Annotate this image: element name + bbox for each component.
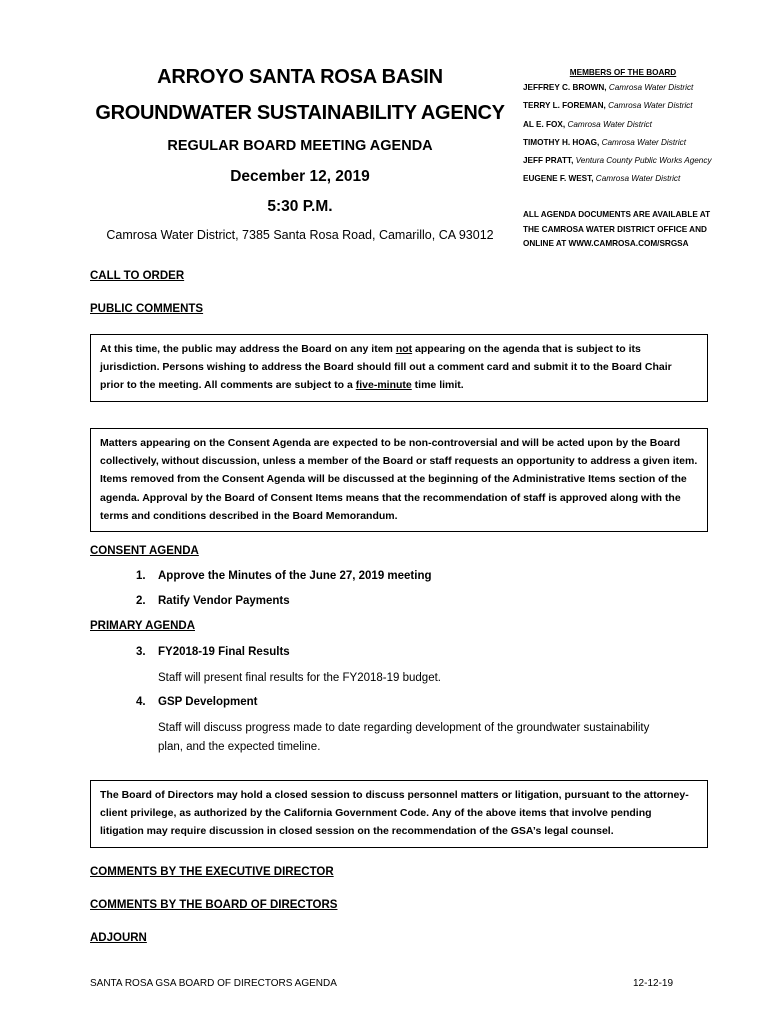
docs-line-1: ALL AGENDA DOCUMENTS ARE AVAILABLE AT [523, 210, 711, 219]
member-org: Ventura County Public Works Agency [575, 156, 712, 166]
member-name: EUGENE F. WEST, [523, 174, 594, 184]
meeting-location: Camrosa Water District, 7385 Santa Rosa Road, Camarillo, CA 93012 [106, 228, 494, 242]
public-text-1: At this time, the public may address the Board on any item [100, 343, 396, 355]
public-text-2: appearing on the agenda that is subject to its jurisdiction. Persons wishing to address the Board should fill out a comment card and submit it to the Board Chair prior to the meeting. All comments are subject to a [100, 343, 672, 392]
meeting-time: 5:30 P.M. [267, 198, 333, 215]
exec-director-comments-heading: COMMENTS BY THE EXECUTIVE DIRECTOR [90, 866, 334, 878]
public-comments-heading: PUBLIC COMMENTS [90, 303, 204, 315]
agenda-subtitle: REGULAR BOARD MEETING AGENDA [167, 138, 433, 154]
board-member [523, 83, 763, 101]
consent-agenda-notice-box: Matters appearing on the Consent Agenda are expected to be non-controversial and will be acted upon by the Board collectively, without discussion, unless a member of the Board or staff requests an opportunity to address a given item. Items removed from the Consent Agenda will be discussed at the beginning of the Administrative Items section of the agenda. Approval by the Board of Consent Items means that the recommendation of staff is approved along with the terms and conditions described in the Board Memorandum. [90, 428, 708, 532]
member-name: JEFF PRATT, [523, 156, 574, 166]
item-number: 1. [136, 570, 146, 582]
member-org: Camrosa Water District [608, 83, 694, 92]
agency-title-line-2: GROUNDWATER SUSTAINABILITY AGENCY [95, 102, 505, 124]
consent-agenda-heading: CONSENT AGENDA [90, 545, 199, 557]
item-number: 2. [136, 595, 146, 607]
board-member [523, 138, 763, 156]
primary-agenda-heading: PRIMARY AGENDA [90, 620, 195, 632]
agenda-item-3 [136, 646, 290, 658]
agenda-item-2 [136, 595, 290, 607]
item-number: 4. [136, 696, 146, 708]
call-to-order-heading: CALL TO ORDER [90, 270, 185, 282]
board-member [523, 120, 763, 138]
docs-line-2: THE CAMROSA WATER DISTRICT OFFICE AND [523, 224, 707, 234]
board-comments-heading: COMMENTS BY THE BOARD OF DIRECTORS [90, 899, 338, 911]
agenda-item-4-description: Staff will discuss progress made to date regarding development of the groundwater sustainability plan, and the expected timeline. [158, 722, 650, 753]
member-org: Camrosa Water District [608, 101, 693, 111]
agency-title-line-1: ARROYO SANTA ROSA BASIN [157, 66, 443, 88]
member-org: Camrosa Water District [595, 174, 681, 184]
public-text-limit: five-minute [355, 379, 412, 392]
item-number: 3. [136, 646, 146, 658]
closed-session-notice-box: The Board of Directors may hold a closed session to discuss personnel matters or litigation, pursuant to the attorney-client privilege, as authorized by the California Government Code. Any of the above items that involve pending litigation may require discussion in closed session on the recommendation of the GSA’s legal counsel. [90, 780, 708, 848]
item-title: Approve the Minutes of the June 27, 2019 meeting [158, 570, 432, 582]
board-member [523, 101, 763, 119]
public-text-3: time limit. [411, 379, 464, 392]
docs-line-3: ONLINE AT WWW.CAMROSA.COM/SRGSA [523, 239, 689, 248]
public-comments-box [90, 334, 708, 402]
agenda-item-1 [136, 570, 432, 582]
agenda-item-3-description: Staff will present final results for the FY2018-19 budget. [158, 672, 441, 684]
member-name: JEFFREY C. BROWN, [523, 83, 607, 92]
board-members-panel [523, 68, 763, 193]
footer-date: 12-12-19 [633, 978, 674, 989]
member-org: Camrosa Water District [601, 137, 687, 147]
public-text-not: not [395, 343, 413, 355]
agenda-item-4 [136, 696, 258, 708]
agenda-documents-notice [523, 208, 733, 252]
meeting-date: December 12, 2019 [230, 168, 370, 185]
member-name: TIMOTHY H. HOAG, [523, 137, 600, 147]
member-org: Camrosa Water District [567, 119, 652, 129]
board-member [523, 156, 763, 174]
item-title: GSP Development [158, 696, 258, 708]
item-title: FY2018-19 Final Results [158, 646, 290, 658]
board-member [523, 174, 763, 192]
member-name: AL E. FOX, [523, 119, 566, 129]
member-name: TERRY L. FOREMAN, [523, 101, 606, 111]
adjourn-heading: ADJOURN [90, 932, 147, 944]
footer-title: SANTA ROSA GSA BOARD OF DIRECTORS AGENDA [90, 978, 337, 989]
item-title: Ratify Vendor Payments [158, 595, 290, 607]
board-members-heading: MEMBERS OF THE BOARD [569, 68, 677, 77]
